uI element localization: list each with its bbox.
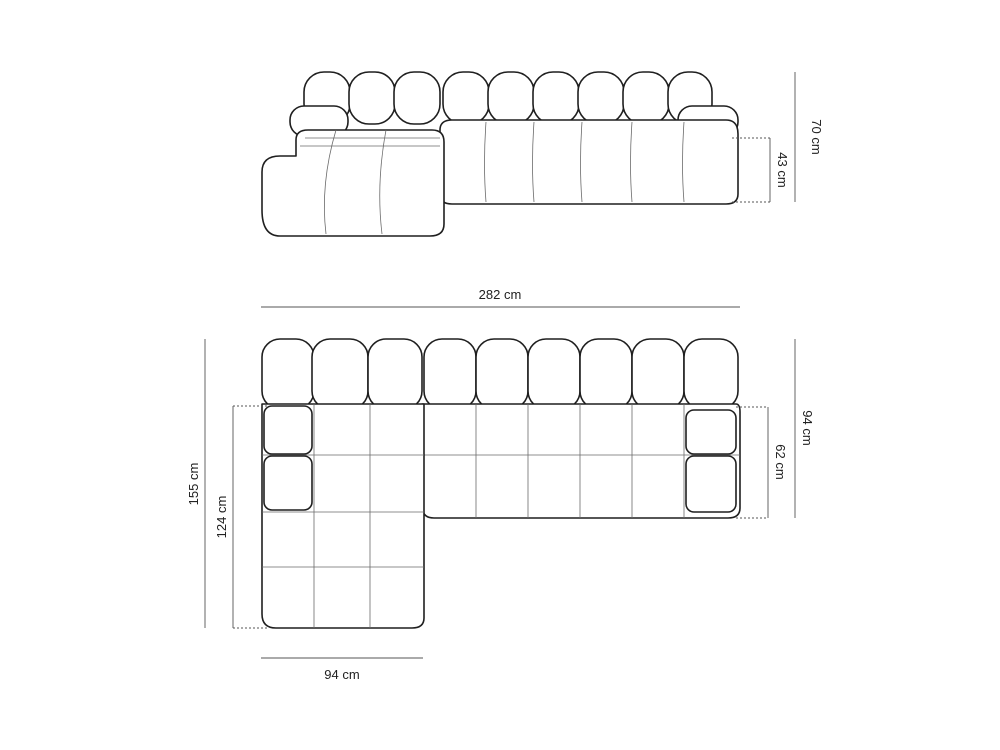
top-back-cushions bbox=[262, 339, 738, 409]
front-view bbox=[262, 72, 824, 236]
top-seat-body bbox=[422, 404, 740, 518]
chaise-seat-label: 124 cm bbox=[214, 495, 229, 539]
chaise-length-label: 155 cm bbox=[186, 462, 201, 506]
front-seat-height-dimension bbox=[732, 138, 790, 202]
total-width-label: 282 cm bbox=[478, 287, 522, 302]
top-view bbox=[186, 287, 815, 682]
top-chaise bbox=[262, 404, 424, 628]
sofa-depth-dimension bbox=[795, 339, 815, 518]
front-height-dimension bbox=[795, 72, 824, 202]
total-width-dimension bbox=[261, 287, 740, 307]
sofa-seat-label: 62 cm bbox=[773, 444, 788, 480]
seat-height-label: 43 cm bbox=[775, 152, 790, 188]
chaise-seat-dimension bbox=[214, 406, 268, 628]
sofa-seat-dimension bbox=[736, 407, 788, 518]
chaise-width-label: 94 cm bbox=[324, 667, 360, 682]
sofa-depth-label: 94 cm bbox=[800, 410, 815, 446]
chaise-length-dimension bbox=[186, 339, 205, 628]
front-chaise bbox=[262, 130, 444, 236]
total-height-label: 70 cm bbox=[809, 119, 824, 155]
front-back-cushions bbox=[304, 72, 712, 124]
front-seat-body bbox=[440, 120, 738, 204]
chaise-width-dimension bbox=[261, 658, 423, 682]
